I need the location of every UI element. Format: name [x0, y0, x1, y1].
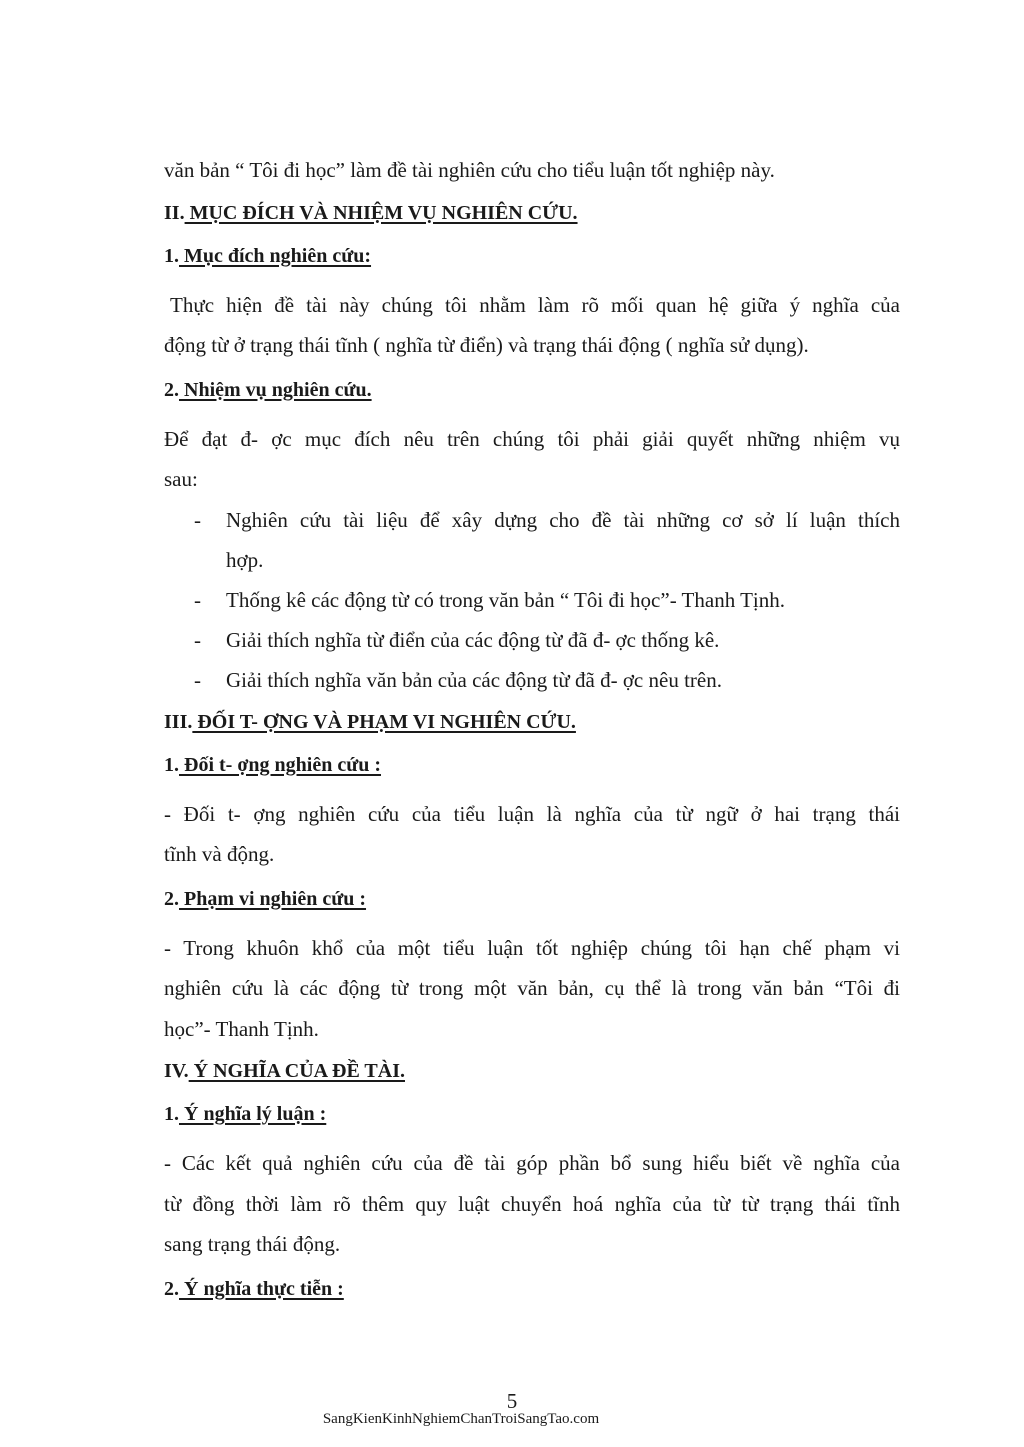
heading-title: ĐỐI T- ỢNG VÀ PHẠM VI NGHIÊN CỨU.: [192, 710, 576, 733]
heading-title: Ý nghĩa lý luận :: [179, 1103, 327, 1125]
subheading-theory: [164, 1100, 900, 1129]
heading-title: Ý nghĩa thực tiễn :: [179, 1277, 344, 1300]
list-item: [164, 660, 900, 700]
heading-title: Nhiệm vụ nghiên cứu.: [179, 378, 372, 401]
heading-number: IV.: [164, 1060, 189, 1082]
heading-number: 1.: [164, 244, 179, 267]
list-item: [164, 500, 900, 580]
list-item-text: Thống kê các động từ có trong văn bản “ Tôi đi học”- Thanh Tịnh.: [226, 587, 785, 612]
heading-number: 1.: [164, 753, 179, 776]
dash-bullet: -: [194, 507, 201, 532]
list-item: [164, 580, 900, 620]
dash-bullet: -: [194, 587, 201, 612]
heading-number: 1.: [164, 1103, 179, 1125]
subheading-practice: [164, 1275, 900, 1304]
paragraph-line: sau:: [164, 467, 198, 491]
document-body: [164, 150, 900, 1318]
heading-title: MỤC ĐÍCH VÀ NHIỆM VỤ NGHIÊN CỨU.: [184, 201, 578, 224]
paragraph-line: Để đạt đ- ợc mục đích nêu trên chúng tôi phải giải quyết những nhiệm vụ: [164, 426, 900, 451]
section-heading-ii: [164, 199, 900, 228]
paragraph-line: - Trong khuôn khổ của một tiểu luận tốt nghiệp chúng tôi hạn chế phạm vi: [164, 935, 900, 960]
subheading-scope: [164, 885, 900, 914]
list-item-text: Nghiên cứu tài liệu để xây dựng cho đề tài những cơ sở lí luận thích: [226, 507, 900, 532]
paragraph-line: sang trạng thái động.: [164, 1232, 341, 1256]
page-number: 5: [506, 1389, 518, 1413]
paragraph-line: từ đồng thời làm rõ thêm quy luật chuyển hoá nghĩa của từ từ trạng thái tĩnh: [164, 1191, 900, 1216]
footer-website: SangKienKinhNghiemChanTroiSangTao.com: [322, 1411, 600, 1427]
dash-bullet: -: [194, 627, 201, 652]
heading-number: 2.: [164, 1277, 179, 1300]
paragraph-line: tĩnh và động.: [164, 842, 275, 866]
task-list: [164, 500, 900, 700]
list-item-text: Giải thích nghĩa văn bản của các động từ đã đ- ợc nêu trên.: [226, 667, 722, 692]
dash-bullet: -: [194, 667, 201, 692]
subheading-object: [164, 751, 900, 780]
section-heading-iii: [164, 708, 900, 737]
heading-title: Phạm vi nghiên cứu :: [179, 887, 367, 910]
heading-title: Mục đích nghiên cứu:: [179, 244, 372, 267]
list-item-text-cont: hợp.: [226, 547, 264, 572]
list-item-text: Giải thích nghĩa từ điển của các động từ đã đ- ợc thống kê.: [226, 627, 720, 652]
paragraph-line: - Các kết quả nghiên cứu của đề tài góp phần bổ sung hiểu biết về nghĩa của: [164, 1151, 900, 1175]
paragraph-line: động từ ở trạng thái tĩnh ( nghĩa từ điển) và trạng thái động ( nghĩa sử dụng).: [164, 333, 809, 357]
heading-title: Ý NGHĨA CỦA ĐỀ TÀI.: [188, 1060, 405, 1082]
paragraph-line: Thực hiện đề tài này chúng tôi nhằm làm rõ mối quan hệ giữa ý nghĩa của: [170, 292, 900, 317]
heading-number: 2.: [164, 378, 179, 401]
paragraph-line: - Đối t- ợng nghiên cứu của tiểu luận là nghĩa của từ ngữ ở hai trạng thái: [164, 801, 900, 826]
subheading-purpose: [164, 242, 900, 271]
paragraph-line: học”- Thanh Tịnh.: [164, 1016, 319, 1041]
heading-number: III.: [164, 710, 193, 733]
list-item: [164, 620, 900, 660]
heading-number: II.: [164, 201, 185, 224]
intro-line: văn bản “ Tôi đi học” làm đề tài nghiên cứu cho tiểu luận tốt nghiệp này.: [164, 158, 775, 182]
section-heading-iv: [164, 1057, 900, 1086]
paragraph-line: nghiên cứu là các động từ trong một văn bản, cụ thể là trong văn bản “Tôi đi: [164, 976, 900, 1000]
heading-title: Đối t- ợng nghiên cứu :: [179, 753, 381, 776]
subheading-tasks: [164, 376, 900, 405]
heading-number: 2.: [164, 887, 179, 910]
